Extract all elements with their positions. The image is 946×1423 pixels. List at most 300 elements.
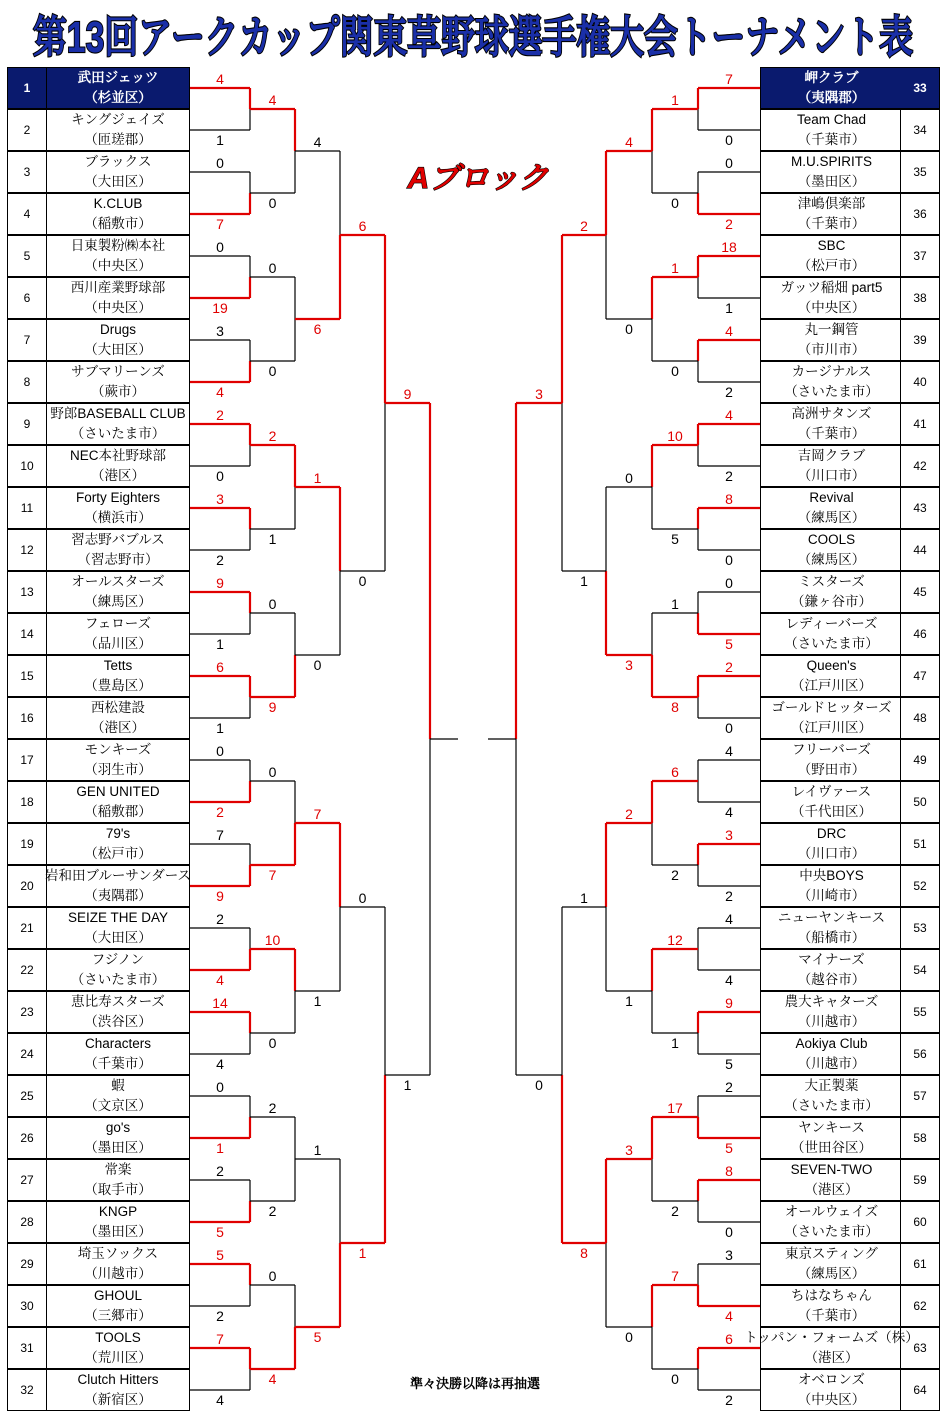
score-label: 7 [313,806,322,822]
team-number: 31 [8,1328,47,1368]
team-area: （大田区） [84,342,152,357]
team-name: 習志野バブルス [71,532,165,547]
team-name: DRC [816,826,847,841]
team-area: （夷隅郡） [797,90,866,105]
score-label: 2 [725,468,733,484]
team-area: （練馬区） [797,552,866,567]
team-number: 11 [8,488,47,528]
team-name: ちはなちゃん [791,1288,872,1303]
score-label: 1 [313,470,322,486]
team-area: （江戸川区） [791,678,872,693]
score-label: 9 [268,699,277,715]
team-number: 15 [8,656,47,696]
team-number: 5 [8,236,47,276]
score-label: 4 [725,911,733,927]
team-area: （世田谷区） [791,1140,872,1155]
team-number: 14 [8,614,47,654]
team-area: （千葉市） [84,1056,152,1071]
score-label: 2 [216,1163,224,1179]
score-label: 8 [725,491,733,507]
team-name: Aokiya Club [795,1036,868,1051]
team-number: 53 [900,908,939,948]
score-label: 6 [216,659,224,675]
team-number: 7 [8,320,47,360]
team-number: 63 [900,1328,939,1368]
team-area: （渋谷区） [84,1014,152,1029]
score-label: 4 [725,323,733,339]
team-name: レイヴァース [791,784,872,799]
score-label: 2 [580,218,588,234]
score-label: 2 [268,428,277,444]
score-label: 1 [671,92,679,108]
score-label: 3 [216,323,224,339]
score-label: 0 [268,1035,277,1051]
team-name: SEIZE THE DAY [67,910,169,925]
score-label: 7 [268,867,277,883]
team-area: （品川区） [84,636,152,651]
team-name: NEC本社野球部 [69,448,166,463]
score-label: 3 [725,1247,733,1263]
score-label: 7 [216,1331,224,1347]
team-number: 28 [8,1202,47,1242]
score-label: 0 [671,363,679,379]
score-label: 2 [216,552,224,568]
team-area: （さいたま市） [70,972,166,987]
score-label: 2 [671,1203,679,1219]
team-name: キングジェイズ [71,112,165,127]
team-name: TOOLS [95,1330,141,1345]
team-name: マイナーズ [798,952,865,967]
team-area: （稲敷市） [84,216,152,231]
team-number: 40 [900,362,939,402]
team-name: 岩和田ブルーサンダース [44,868,192,883]
team-number: 41 [900,404,939,444]
team-name: 東京スティング [785,1246,878,1261]
team-name: 吉岡クラブ [797,448,866,463]
team-name: カージナルス [791,364,872,379]
team-number: 50 [900,782,939,822]
team-number: 36 [900,194,939,234]
team-area: （千葉市） [797,426,866,441]
score-label: 1 [671,596,679,612]
score-label: 0 [216,468,224,484]
team-area: （横浜市） [84,510,152,525]
team-area: （松戸市） [84,846,152,861]
score-label: 4 [268,1371,277,1387]
score-label: 4 [216,1392,224,1408]
score-label: 1 [725,300,733,316]
score-label: 3 [725,827,733,843]
team-area: （墨田区） [797,174,866,189]
score-label: 0 [268,1268,277,1284]
score-label: 4 [216,71,224,87]
score-label: 0 [671,1371,679,1387]
score-label: 6 [725,1331,733,1347]
score-label: 2 [216,407,224,423]
team-number: 1 [8,68,47,108]
score-label: 9 [216,575,224,591]
team-number: 64 [900,1370,939,1410]
team-name: M.U.SPIRITS [790,154,872,169]
score-label: 19 [212,300,228,316]
score-label: 4 [625,134,633,150]
team-number: 29 [8,1244,47,1284]
team-name: go's [105,1120,131,1135]
score-label: 2 [216,1308,224,1324]
team-number: 22 [8,950,47,990]
score-label: 5 [725,636,733,652]
score-label: 0 [216,743,224,759]
team-name: SEVEN-TWO [790,1162,873,1177]
team-area: （川口市） [797,468,866,483]
team-area: （川越市） [84,1266,152,1281]
team-name: 蝦 [111,1078,125,1093]
team-area: （越谷市） [797,972,866,987]
team-number: 4 [8,194,47,234]
score-label: 2 [268,1100,277,1116]
team-number: 48 [900,698,939,738]
team-area: （市川市） [797,342,866,357]
score-label: 6 [671,764,679,780]
team-area: （文京区） [84,1098,152,1113]
score-label: 1 [216,636,224,652]
team-name: ミスターズ [798,574,865,589]
team-number: 59 [900,1160,939,1200]
block-label: Aブロック [407,162,549,195]
score-label: 3 [625,1142,633,1158]
team-name: 農大キャターズ [784,994,879,1009]
team-number: 18 [8,782,47,822]
team-number: 13 [8,572,47,612]
team-area: （川崎市） [797,888,866,903]
score-label: 4 [313,134,322,150]
score-label: 0 [268,363,277,379]
team-name: 常楽 [104,1162,132,1177]
team-number: 62 [900,1286,939,1326]
team-number: 20 [8,866,47,906]
team-area: （豊島区） [84,678,152,693]
team-number: 30 [8,1286,47,1326]
team-area: （千葉市） [797,1308,866,1323]
page-title-text: 第13回アークカップ関東草野球選手権大会トーナメント表 [33,13,913,62]
team-name: GHOUL [93,1288,142,1303]
score-label: 2 [216,804,224,820]
team-name: オベロンズ [797,1372,866,1387]
score-label: 18 [721,239,737,255]
team-name: 野郎BASEBALL CLUB [50,406,186,421]
team-name: モンキーズ [84,742,152,757]
team-area: （港区） [91,720,145,735]
score-label: 1 [216,720,224,736]
score-label: 8 [671,699,679,715]
team-number: 37 [900,236,939,276]
score-label: 8 [725,1163,733,1179]
score-label: 1 [313,1142,322,1158]
team-number: 12 [8,530,47,570]
score-label: 0 [725,132,733,148]
score-label: 4 [725,743,733,759]
team-name: Characters [84,1036,152,1051]
team-number: 47 [900,656,939,696]
score-label: 5 [725,1056,733,1072]
team-area: （匝瑳郡） [84,132,152,147]
team-number: 52 [900,866,939,906]
team-name: 埼玉ソックス [77,1246,159,1261]
score-label: 0 [625,1329,633,1345]
team-area: （習志野市） [77,552,159,567]
team-area: （新宿区） [84,1392,152,1407]
team-area: （墨田区） [84,1224,152,1239]
team-area: （稲敷郡） [84,804,152,819]
score-label: 1 [268,531,277,547]
score-label: 7 [725,71,733,87]
team-name: 日東製粉㈱本社 [70,238,166,253]
score-label: 0 [268,260,277,276]
score-label: 4 [725,1308,733,1324]
team-area: （三郷市） [84,1308,152,1323]
score-label: 6 [358,218,367,234]
score-label: 1 [403,1077,412,1093]
team-number: 23 [8,992,47,1032]
team-number: 21 [8,908,47,948]
score-label: 0 [313,657,322,673]
team-area: （松戸市） [797,258,866,273]
team-number: 17 [8,740,47,780]
score-label: 0 [625,321,633,337]
team-area: （大田区） [84,174,152,189]
team-number: 55 [900,992,939,1032]
team-area: （蕨市） [91,384,145,399]
team-name: Forty Eighters [75,490,161,505]
team-number: 32 [8,1370,47,1410]
team-name: ブラックス [84,154,152,169]
team-name: 大正製薬 [804,1078,859,1093]
score-label: 7 [671,1268,679,1284]
team-number: 43 [900,488,939,528]
team-area: （中央区） [84,300,152,315]
score-label: 0 [216,155,224,171]
team-number: 60 [900,1202,939,1242]
score-label: 6 [313,321,322,337]
team-name: COOLS [807,532,856,547]
team-area: （中央区） [797,1392,866,1407]
team-name: フェローズ [84,616,152,631]
score-label: 4 [216,384,224,400]
team-name: 西川産業野球部 [70,280,166,295]
score-label: 2 [725,216,733,232]
score-label: 4 [725,407,733,423]
team-number: 25 [8,1076,47,1116]
team-name: K.CLUB [93,196,143,211]
score-label: 4 [268,92,277,108]
score-label: 2 [725,659,733,675]
score-label: 1 [358,1245,367,1261]
score-label: 10 [667,428,683,444]
team-name: Tetts [103,658,133,673]
team-area: （鎌ヶ谷市） [791,594,872,609]
score-label: 7 [216,827,224,843]
team-name: オールスターズ [71,574,165,589]
score-label: 1 [625,993,633,1009]
score-label: 0 [671,195,679,211]
team-name: レディーバーズ [785,616,878,631]
score-label: 5 [725,1140,733,1156]
team-name: トッパン・フォームズ（株） [744,1330,919,1345]
team-area: （さいたま市） [784,636,879,651]
score-label: 7 [216,216,224,232]
score-label: 5 [216,1247,224,1263]
score-label: 1 [216,1140,224,1156]
score-label: 4 [216,972,224,988]
team-area: （千代田区） [791,804,872,819]
team-number: 24 [8,1034,47,1074]
team-area: （千葉市） [797,216,866,231]
team-area: （川口市） [797,846,866,861]
team-name: フジノン [91,952,145,967]
team-number: 54 [900,950,939,990]
score-label: 3 [216,491,224,507]
team-area: （港区） [804,1182,859,1197]
team-area: （羽生市） [84,762,152,777]
team-number: 44 [900,530,939,570]
team-area: （さいたま市） [784,384,879,399]
score-label: 0 [216,239,224,255]
team-area: （さいたま市） [70,426,166,441]
score-label: 2 [725,1392,733,1408]
score-label: 0 [268,764,277,780]
team-number: 33 [900,68,939,108]
score-label: 2 [216,911,224,927]
score-label: 0 [535,1077,543,1093]
score-label: 14 [212,995,228,1011]
team-number: 10 [8,446,47,486]
score-label: 4 [725,804,733,820]
team-name: 79's [105,826,131,841]
team-name: ゴールドヒッターズ [771,700,892,715]
score-label: 4 [725,972,733,988]
team-name: 武田ジェッツ [77,70,159,85]
score-label: 5 [313,1329,322,1345]
score-label: 0 [216,1079,224,1095]
team-name: Queen's [806,658,857,673]
score-label: 9 [403,386,412,402]
team-name: オールウェイズ [784,1204,879,1219]
team-area: （大田区） [84,930,152,945]
score-label: 0 [268,596,277,612]
score-label: 0 [725,720,733,736]
team-area: （取手市） [84,1182,152,1197]
team-number: 39 [900,320,939,360]
team-number: 8 [8,362,47,402]
team-number: 27 [8,1160,47,1200]
score-label: 1 [671,260,679,276]
team-name: ヤンキース [798,1120,865,1135]
score-label: 1 [580,890,588,906]
score-label: 0 [625,470,633,486]
score-label: 2 [268,1203,277,1219]
score-label: 3 [625,657,633,673]
team-name: 恵比寿スターズ [71,994,165,1009]
score-label: 0 [358,573,367,589]
team-area: （中央区） [84,258,152,273]
score-label: 0 [358,890,367,906]
score-label: 0 [725,1224,733,1240]
score-label: 2 [671,867,679,883]
score-label: 10 [264,932,281,948]
score-label: 1 [580,573,588,589]
team-number: 57 [900,1076,939,1116]
team-number: 45 [900,572,939,612]
score-label: 5 [216,1224,224,1240]
team-area: （江戸川区） [791,720,872,735]
team-number: 9 [8,404,47,444]
score-label: 2 [725,384,733,400]
score-label: 0 [268,195,277,211]
team-name: Drugs [99,322,136,337]
team-name: GEN UNITED [76,784,160,799]
team-area: （練馬区） [797,1266,866,1281]
score-label: 9 [725,995,733,1011]
score-label: 3 [535,386,543,402]
team-name: サブマリーンズ [71,364,165,379]
team-number: 19 [8,824,47,864]
team-name: Clutch Hitters [77,1372,159,1387]
team-number: 56 [900,1034,939,1074]
team-name: SBC [817,238,846,253]
team-name: 高洲サタンズ [791,406,872,421]
team-name: Team Chad [796,112,867,127]
score-label: 2 [625,806,633,822]
score-label: 0 [725,552,733,568]
score-label: 17 [667,1100,683,1116]
team-name: KNGP [98,1204,138,1219]
team-number: 49 [900,740,939,780]
team-number: 34 [900,110,939,150]
score-label: 1 [671,1035,679,1051]
score-label: 12 [667,932,683,948]
team-area: （墨田区） [84,1140,152,1155]
team-name: 津嶋倶楽部 [797,196,866,211]
team-number: 35 [900,152,939,192]
team-name: フリーバーズ [791,742,872,757]
team-number: 61 [900,1244,939,1284]
score-label: 8 [580,1245,588,1261]
score-label: 9 [216,888,224,904]
team-number: 3 [8,152,47,192]
score-label: 2 [725,1079,733,1095]
team-area: （港区） [91,468,145,483]
team-area: （川越市） [797,1014,866,1029]
team-number: 46 [900,614,939,654]
team-area: （川越市） [797,1056,866,1071]
team-number: 38 [900,278,939,318]
team-name: 丸一鋼管 [804,322,859,337]
score-label: 2 [725,888,733,904]
team-area: （杉並区） [84,90,152,105]
team-area: （夷隅郡） [84,888,152,903]
team-name: ガッツ稲畑 part5 [780,280,883,295]
team-number: 42 [900,446,939,486]
team-area: （中央区） [797,300,866,315]
score-label: 0 [725,155,733,171]
team-number: 16 [8,698,47,738]
team-number: 58 [900,1118,939,1158]
team-area: （さいたま市） [784,1224,879,1239]
team-area: （千葉市） [797,132,866,147]
team-area: （野田市） [797,762,866,777]
team-area: （練馬区） [797,510,866,525]
team-area: （さいたま市） [784,1098,879,1113]
